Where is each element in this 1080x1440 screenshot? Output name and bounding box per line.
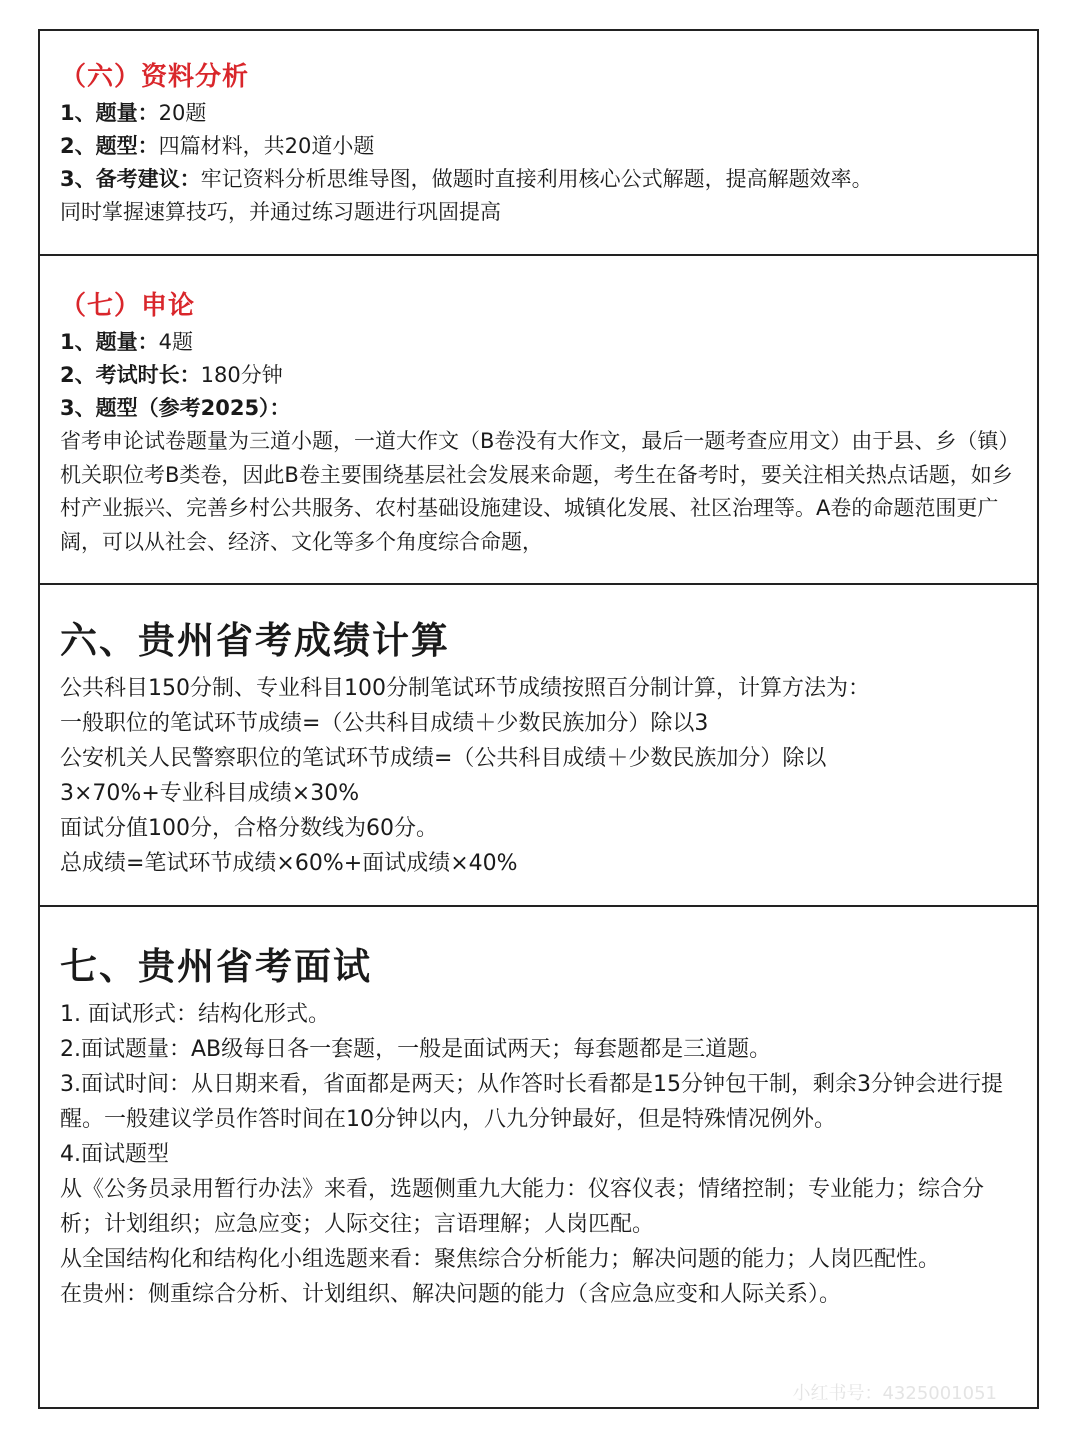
section-score-calculation [40,583,1037,905]
item-value: 4题 [158,330,193,354]
essay-description: 省考申论试卷题量为三道小题，一道大作文（B卷没有大作文，最后一题考查应用文）由于县、乡（镇）机关职位考B类卷，因此B卷主要围绕基层社会发展来命题，考生在备考时，要关注相关热点话题，如乡村产业振兴、完善乡村公共服务、农村基础设施建设、城镇化发展、社区治理等。A卷的命题范围更广阔，可以从社会、经济、文化等多个角度综合命题， [60,429,1020,554]
interview-line: 1. 面试形式：结构化形式。 [60,1002,330,1027]
section-data-analysis [40,31,1037,254]
item-label: 3、备考建议： [60,167,201,191]
score-line: 总成绩=笔试环节成绩×60%+面试成绩×40% [60,851,518,876]
section-title-interview: 七、贵州省考面试 [60,945,372,988]
item-label: 2、题型： [60,134,159,158]
prep-advice-extra: 同时掌握速算技巧，并通过练习题进行巩固提高 [60,200,501,224]
item-label: 2、考试时长： [60,363,201,387]
prep-advice-line [60,163,1025,196]
interview-line: 3.面试时间：从日期来看，省面都是两天；从作答时长看都是15分钟包干制，剩余3分钟会进行提醒。一般建议学员作答时间在10分钟以内，八九分钟最好，但是特殊情况例外。 [60,1072,1003,1132]
interview-line: 从全国结构化和结构化小组选题来看：聚焦综合分析能力；解决问题的能力；人岗匹配性。 [60,1247,941,1272]
section-title-data-analysis: （六）资料分析 [60,62,250,92]
question-type-line [60,130,1025,163]
section-essay [40,254,1037,583]
interview-line: 在贵州：侧重综合分析、计划组织、解决问题的能力（含应急应变和人际关系）。 [60,1282,842,1307]
essay-count-line [60,326,1025,359]
item-value: 180分钟 [200,363,283,387]
section-title-essay: （七）申论 [60,291,196,321]
item-label: 1、题量： [60,330,159,354]
score-line: 一般职位的笔试环节成绩=（公共科目成绩＋少数民族加分）除以3 [60,711,709,736]
interview-line: 2.面试题量：AB级每日各一套题，一般是面试两天；每套题都是三道题。 [60,1037,772,1062]
item-label: 3、题型（参考2025）： [60,396,291,420]
question-count-line [60,97,1025,130]
essay-type-line [60,392,1025,425]
score-line: 公安机关人民警察职位的笔试环节成绩=（公共科目成绩＋少数民族加分）除以 [60,746,827,771]
item-value: 牢记资料分析思维导图，做题时直接利用核心公式解题，提高解题效率。 [200,167,873,191]
item-value: 四篇材料，共20道小题 [158,134,375,158]
document-frame [38,29,1039,1409]
item-label: 1、题量： [60,101,159,125]
watermark: 小红书号：4325001051 [792,1383,997,1404]
essay-duration-line [60,359,1025,392]
interview-line: 4.面试题型 [60,1142,169,1167]
score-line: 3×70%+专业科目成绩×30% [60,781,360,806]
section-title-score: 六、贵州省考成绩计算 [60,619,450,662]
score-line: 面试分值100分，合格分数线为60分。 [60,816,438,841]
section-interview [40,905,1037,1409]
interview-line: 从《公务员录用暂行办法》来看，选题侧重九大能力：仪容仪表；情绪控制；专业能力；综合分析；计划组织；应急应变；人际交往；言语理解；人岗匹配。 [60,1177,985,1237]
item-value: 20题 [158,101,207,125]
score-line: 公共科目150分制、专业科目100分制笔试环节成绩按照百分制计算，计算方法为： [60,676,870,701]
